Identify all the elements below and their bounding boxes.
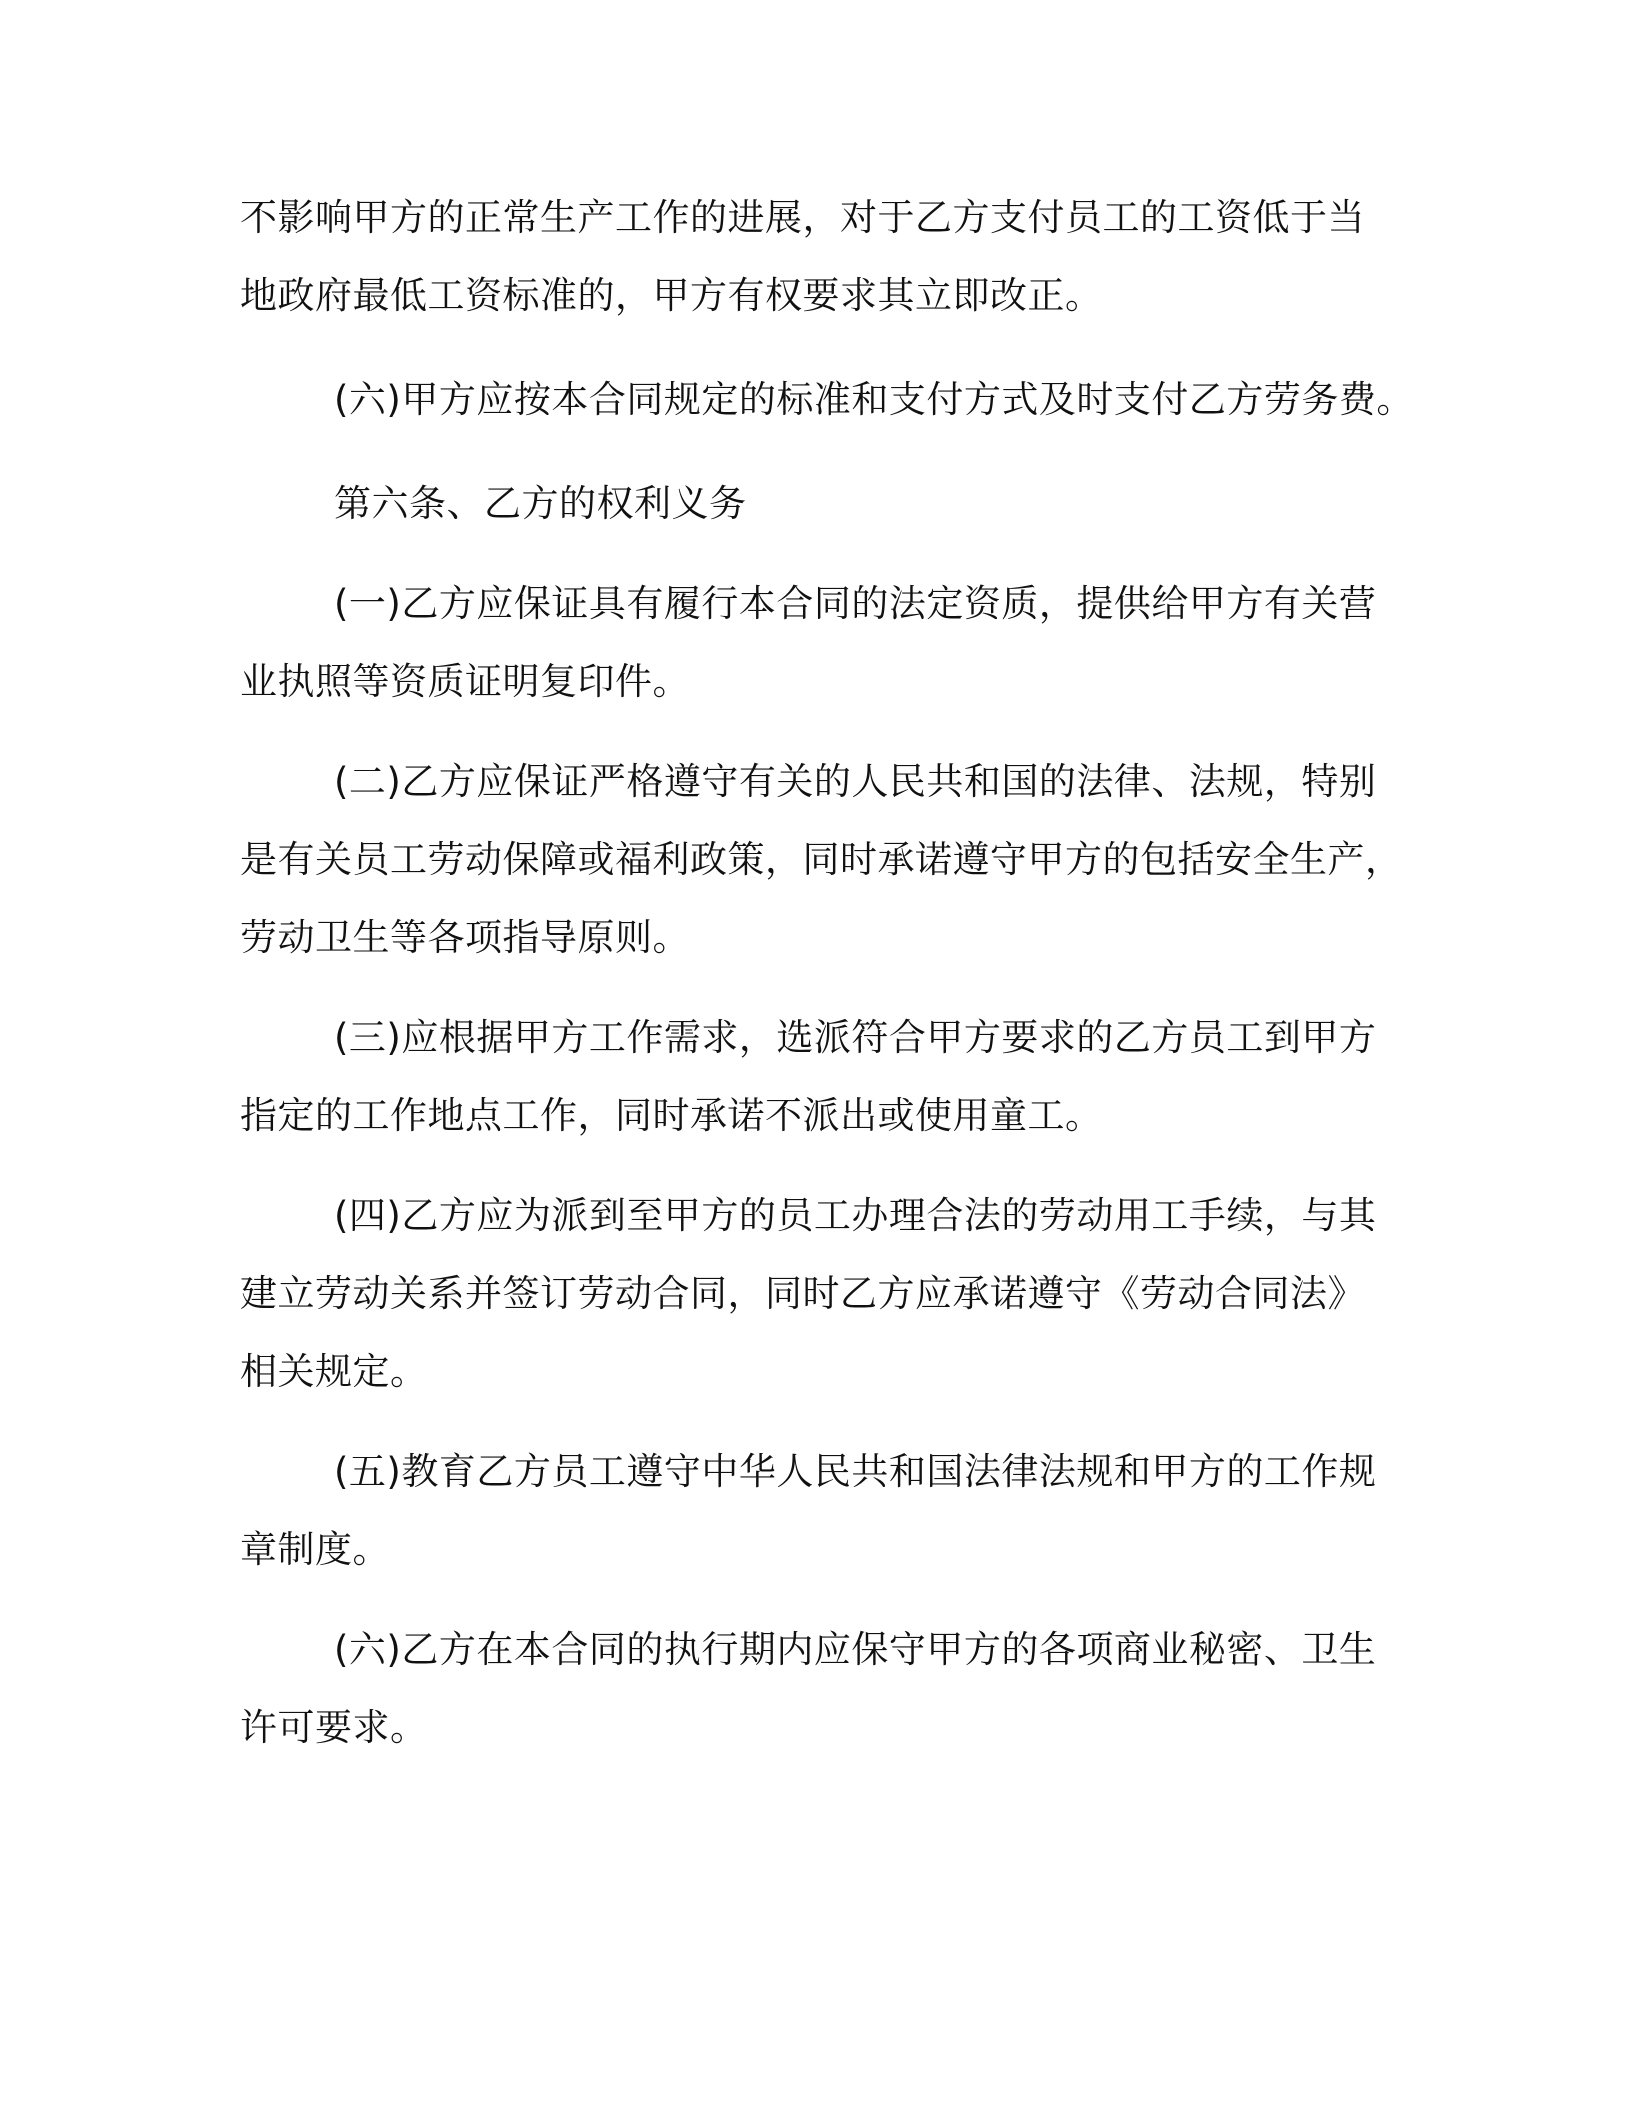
text-line: 指定的工作地点工作，同时承诺不派出或使用童工。 [240, 1094, 1103, 1137]
text-line: 地政府最低工资标准的，甲方有权要求其立即改正。 [240, 274, 1103, 317]
text-line: 劳动卫生等各项指导原则。 [240, 916, 690, 959]
text-line: 建立劳动关系并签订劳动合同，同时乙方应承诺遵守《劳动合同法》 [240, 1272, 1365, 1315]
article-heading: 第六条、乙方的权利义务 [334, 482, 747, 525]
clause-heading-line: (六)甲方应按本合同规定的标准和支付方式及时支付乙方劳务费。 [334, 378, 1414, 421]
text-line: (六)乙方在本合同的执行期内应保守甲方的各项商业秘密、卫生 [334, 1628, 1377, 1671]
text-line: (四)乙方应为派到至甲方的员工办理合法的劳动用工手续，与其 [334, 1194, 1377, 1237]
text-line: 不影响甲方的正常生产工作的进展，对于乙方支付员工的工资低于当 [240, 196, 1365, 239]
text-line: 相关规定。 [240, 1350, 428, 1393]
text-line: 章制度。 [240, 1528, 390, 1571]
text-line: 业执照等资质证明复印件。 [240, 660, 690, 703]
text-line: (五)教育乙方员工遵守中华人民共和国法律法规和甲方的工作规 [334, 1450, 1377, 1493]
text-line: 是有关员工劳动保障或福利政策，同时承诺遵守甲方的包括安全生产， [240, 838, 1403, 881]
text-line: (二)乙方应保证严格遵守有关的人民共和国的法律、法规，特别 [334, 760, 1377, 803]
text-line: (三)应根据甲方工作需求，选派符合甲方要求的乙方员工到甲方 [334, 1016, 1377, 1059]
text-line: (一)乙方应保证具有履行本合同的法定资质，提供给甲方有关营 [334, 582, 1377, 625]
text-line: 许可要求。 [240, 1706, 428, 1749]
